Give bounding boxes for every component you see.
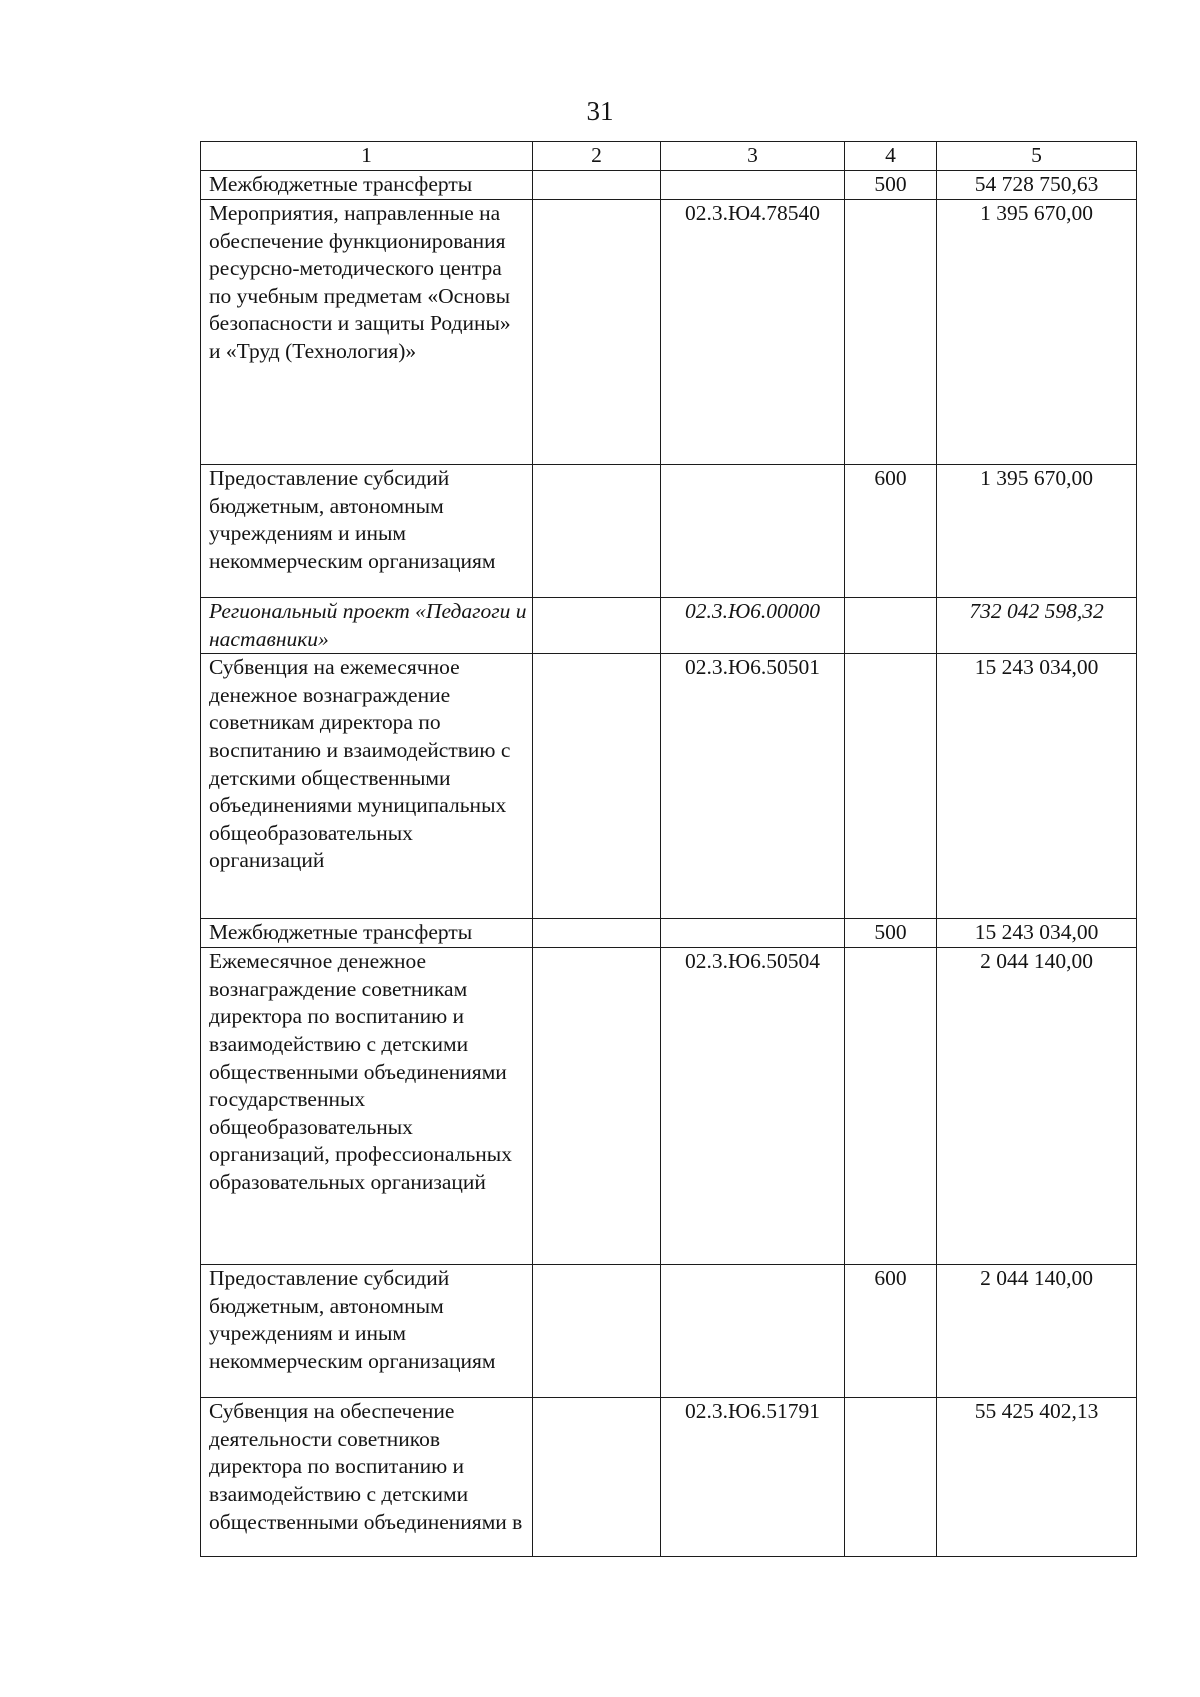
row-name-cell: Предоставление субсидий бюджетным, автономным учреждениям и иным некоммерческим организациям — [201, 1265, 533, 1398]
column-header-1: 1 — [201, 142, 533, 171]
row-amount-cell: 54 728 750,63 — [937, 171, 1137, 200]
row-name-cell: Мероприятия, направленные на обеспечение функционирования ресурсно-методического центра по учебным предметам «Основы безопасности и защиты Родины» и «Труд (Технология)» — [201, 200, 533, 465]
row-code-cell: 02.3.Ю4.78540 — [661, 200, 845, 465]
table-row — [201, 171, 1137, 200]
row-name-cell: Субвенция на ежемесячное денежное вознаграждение советникам директора по воспитанию и взаимодействию с детскими общественными объединениями муниципальных общеобразовательных организаций — [201, 654, 533, 919]
row-column-2-cell — [533, 1398, 661, 1557]
row-code-cell — [661, 171, 845, 200]
row-type-cell — [845, 200, 937, 465]
row-type-cell — [845, 1398, 937, 1557]
row-amount-cell: 732 042 598,32 — [937, 598, 1137, 654]
column-header-4: 4 — [845, 142, 937, 171]
row-code-cell — [661, 1265, 845, 1398]
table-row — [201, 919, 1137, 948]
row-column-2-cell — [533, 1265, 661, 1398]
row-code-cell — [661, 919, 845, 948]
row-column-2-cell — [533, 948, 661, 1265]
row-amount-cell: 55 425 402,13 — [937, 1398, 1137, 1557]
row-type-cell: 500 — [845, 919, 937, 948]
table-row — [201, 948, 1137, 1265]
row-code-cell: 02.3.Ю6.51791 — [661, 1398, 845, 1557]
row-amount-cell: 1 395 670,00 — [937, 200, 1137, 465]
page-number: 31 — [586, 96, 614, 126]
row-type-cell — [845, 654, 937, 919]
row-amount-cell: 2 044 140,00 — [937, 948, 1137, 1265]
column-header-5: 5 — [937, 142, 1137, 171]
row-amount-cell: 15 243 034,00 — [937, 919, 1137, 948]
row-type-cell: 600 — [845, 465, 937, 598]
row-name-cell: Региональный проект «Педагоги и наставники» — [201, 598, 533, 654]
row-code-cell — [661, 465, 845, 598]
row-column-2-cell — [533, 465, 661, 598]
row-amount-cell: 1 395 670,00 — [937, 465, 1137, 598]
row-amount-cell: 15 243 034,00 — [937, 654, 1137, 919]
row-column-2-cell — [533, 200, 661, 465]
row-name-cell: Межбюджетные трансферты — [201, 171, 533, 200]
table-row — [201, 465, 1137, 598]
row-column-2-cell — [533, 171, 661, 200]
table-row — [201, 1265, 1137, 1398]
row-type-cell: 500 — [845, 171, 937, 200]
table-row — [201, 200, 1137, 465]
row-type-cell — [845, 948, 937, 1265]
row-column-2-cell — [533, 654, 661, 919]
row-name-cell: Ежемесячное денежное вознаграждение советникам директора по воспитанию и взаимодействию с детскими общественными объединениями государственных общеобразовательных организаций, профессиональных образовательных организаций — [201, 948, 533, 1265]
column-header-3: 3 — [661, 142, 845, 171]
row-code-cell: 02.3.Ю6.00000 — [661, 598, 845, 654]
row-amount-cell: 2 044 140,00 — [937, 1265, 1137, 1398]
table-header-row — [201, 142, 1137, 171]
row-code-cell: 02.3.Ю6.50504 — [661, 948, 845, 1265]
row-code-cell: 02.3.Ю6.50501 — [661, 654, 845, 919]
table-row — [201, 598, 1137, 654]
table-body — [201, 142, 1137, 1557]
row-type-cell: 600 — [845, 1265, 937, 1398]
row-name-cell: Субвенция на обеспечение деятельности советников директора по воспитанию и взаимодействию с детскими общественными объединениями в — [201, 1398, 533, 1557]
row-column-2-cell — [533, 919, 661, 948]
row-name-cell: Межбюджетные трансферты — [201, 919, 533, 948]
row-type-cell — [845, 598, 937, 654]
table-row — [201, 654, 1137, 919]
row-column-2-cell — [533, 598, 661, 654]
table-row — [201, 1398, 1137, 1557]
row-name-cell: Предоставление субсидий бюджетным, автономным учреждениям и иным некоммерческим организациям — [201, 465, 533, 598]
budget-table — [200, 141, 1137, 1557]
column-header-2: 2 — [533, 142, 661, 171]
